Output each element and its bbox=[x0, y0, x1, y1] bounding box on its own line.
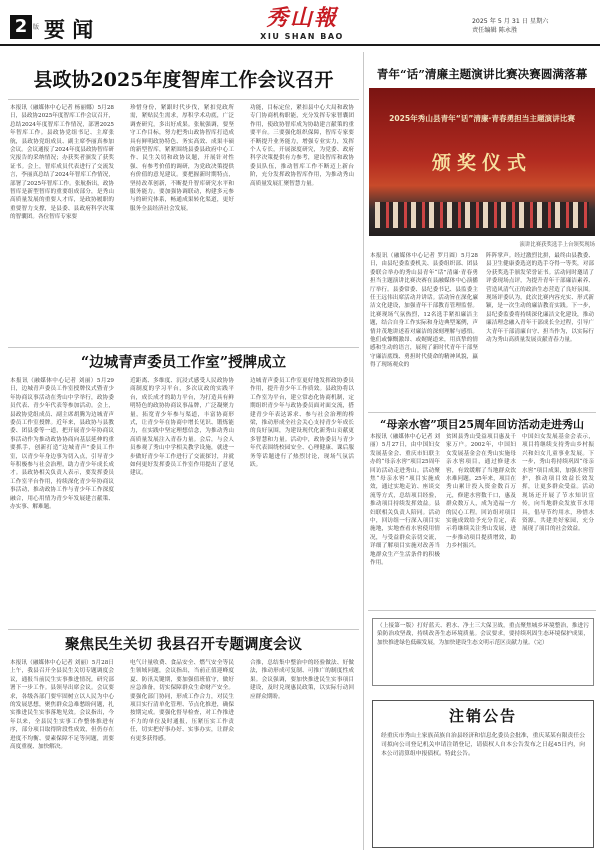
notice-body: 经重庆市秀山土家族苗族自治县经济和信息化委员会批准，重庆某某有限责任公司拟向公司登记机关申请注销登记，请债权人自本公告发布之日起45日内，向本公司清算组申报债权。特此公告。 bbox=[381, 733, 585, 757]
edition-suffix: 版 bbox=[33, 24, 40, 31]
art4-col2: 贫困县秀山受益项目惠及千家万户。2002年，中国妇女发展基金会在秀山实施母亲水窖项目，通过修建水窖，有效缓解了当地群众饮水难问题。25年来，项目在秀山累计投入资金数百万元，修建水窖数千口，惠及群众数万人，成为造福一方的民心工程。回访组对项目实施成效给予充分肯定，表示将继续关注秀山发展，进一步推动项目提质增效，助力乡村振兴。 bbox=[446, 434, 516, 550]
header-rule bbox=[0, 44, 600, 46]
divider bbox=[368, 610, 596, 611]
art2-photo bbox=[369, 88, 595, 236]
stage-people bbox=[375, 202, 589, 228]
art5-col2: 电气计量收费、食品安全、燃气安全等民生领域问题，会议指出，当前正值迎峰度夏、防汛关键期，要加强值班值守，做好应急准备，切实保障群众生命财产安全。要强化部门协同，形成工作合力，对民生项目实行清单化管理、节点化推进，确保按期完成。要强化督导检查，对工作推进不力的单位及时通报，压紧压实工作责任，切实把好事办好、实事办实，让群众有更多获得感。 bbox=[130, 660, 234, 742]
art1-col3: 功能，目标定位，紧扣县中心大局和政协专门协商机构职能，充分发挥专家智囊团作用，使政协智库成为协助建言献策的重要平台。三要强化组织保障，智库专家要不断提升业务能力，增强专业实力，发挥个人专长，开展深度研究，为党委、政府科学决策提供有力参考，建设智库和政协委员队伍，推动智库工作不断迈上新台阶，充分发挥政协智库作用，为推动秀山高质量发展汇聚智慧力量。 bbox=[250, 105, 354, 187]
art5-col3: 合推，总结集中整治中的经验做法、好做法，推动形成可复制、可推广的制度性成果。会议强调，要加快推进民生实事项目建设，及时兑现惠民政策，以实际行动回应群众期盼。 bbox=[250, 660, 354, 700]
art2-caption: 演讲比赛获奖选手上台领奖现场 bbox=[519, 242, 595, 248]
masthead-pinyin: XIU SHAN BAO bbox=[260, 32, 344, 41]
art2-title: 青年“话”清廉主题演讲比赛决赛圆满落幕 bbox=[376, 67, 588, 81]
continued-text: （上接第一版）打好蓝天、碧水、净土三大保卫战，重点聚焦城乡环境整治，推进污染防治攻坚战，持续改善生态环境质量。会议要求，要持续巩固生态环境保护成果，加快推进绿色低碳发展，为加快建设生态文明示范区贡献力量。（完） bbox=[377, 623, 589, 646]
photo-banner-text: 2025年秀山县青年“话”清廉·青春勇担当主题演讲比赛 bbox=[389, 114, 575, 123]
page-header bbox=[0, 0, 600, 46]
art4-title: “母亲水窖”项目25周年回访活动走进秀山 bbox=[380, 418, 584, 431]
art3-title: “边城青声委员工作室”授牌成立 bbox=[80, 354, 287, 371]
divider bbox=[8, 629, 359, 630]
header-meta bbox=[472, 17, 590, 35]
art1-col2: 珍惜身份，紧跟时代步伐，紧扣党政所需，紧贴民生需求，厚积学术功底，广泛调查研究，多出好成果。张航强调，要坚守工作目标，努力把秀山政协智库打造成具有鲜明政协特色、务实高效、成果丰硕的新型智库，紧紧围绕县委县政府中心工作、民生关切和政协议题，开展针对性强、有参考价值的调研，为党政决策提供有价值的意见建议。要把握新时期特点，坚持改革创新，不断提升智库研究水平和服务能力。要加强协调联动，构建多元参与的研究体系，畅通成果转化渠道，更好服务全县经济社会发展。 bbox=[130, 105, 234, 212]
masthead-logo bbox=[236, 4, 368, 41]
photo-main-text: 颁奖仪式 bbox=[431, 152, 532, 174]
art3-col2: 近距离、多维度、沉浸式感受人民政协协商制度的学习平台，多次议政的实践平台，成长成才的助力平台，为打造具有鲜明特色的政协协商议事品牌，广泛凝聚力量，拓宽青少年参与渠道，丰富协商形式，让青少年在协商中增长见识、锻炼能力，在实践中坚定理想信念，为推动秀山高质量发展注入青春力量。会后，与会人员参观了秀山中学相关教学设施，就进一步做好青少年工作进行了交流探讨，并就如何更好发挥委员工作室作用提出了意见建议。 bbox=[130, 378, 234, 477]
art1-col1: 本报讯（融媒体中心记者 杨丽娜）5月28日，县政协2025年度智库工作会议召开，总结2024年度智库工作情况，部署2025年智库工作。县政协党组书记、主席张航，县政协党组成员、副主席李丽真参加会议。会议通报了2024年度县政协智库研究报告的采纳情况；办获奖者颁发了获奖证书。会上，智库成员代表进行了交流发言，李丽真总结了2024年智库工作情况，部署了2025年智库工作。张航指出，政协智库是新型智库的重要组成部分，是秀山高质量发展的重要人才库，是政协履职的重要智力支撑，是县委、县政府科学决策的智囊团。各位智库专家要 bbox=[10, 105, 114, 221]
art4-col1: 本报讯（融媒体中心记者 刘丽）5月27日，由中国妇女发展基金会、重庆市妇联主办的“母亲水窖”项目25周年回访活动走进秀山。活动聚焦“母亲水窖”项目实施成效，通过实地走访、座谈交流等方式，总结项目经验，推动项目持续发挥效益。县妇联相关负责人陪同。活动中，回访组一行深入项目实施地，实地查看水窖使用情况，与受益群众亲切交流，详细了解项目实施对改善当地群众生产生活条件的积极作用。 bbox=[370, 434, 440, 567]
masthead-title: 秀山報 bbox=[265, 5, 338, 31]
art3-col3: 边城青声委员工作室更好地发挥政协委员作用，提升青少年工作质效。县政协将以工作室为平台，建立常态化协商机制，定期组织青少年与政协委员面对面交流，搭建青少年表达诉求、参与社会治理的桥梁，推动形成全社会关心支持青少年成长的良好氛围，为建设现代化新秀山贡献更多智慧和力量。活动中，政协委员与青少年代表围绕校园安全、心理健康、课后服务等话题进行了热烈讨论，现场气氛活跃。 bbox=[250, 378, 354, 469]
divider bbox=[8, 99, 359, 100]
notice-box bbox=[372, 700, 594, 848]
art2-col1: 本报讯（融媒体中心记者 罗月圆）5月28日，由县纪委监委机关、县委组织部、团县委联合举办的秀山县青年“话”清廉·青春勇担当主题演讲比赛决赛在县融媒体中心演播厅举行。县委常委、县纪委书记、县监委主任王远伟出席活动并讲话。活动旨在深化廉洁文化建设，加强青年干部教育管理监督。比赛现场气氛热烈，12名选手紧扣廉洁主题，结合自身工作实际和身边典型案例，声情并茂地讲述着对廉洁的深刻理解与感悟。他们或慷慨激昂、或娓娓道来，用真挚的情感和生动的语言，展现了新时代青年干部坚守廉洁底线、勇担时代使命的精神风貌，赢得了现场观众的 bbox=[370, 253, 478, 369]
section-title: 要 闻 bbox=[44, 18, 94, 42]
art1-title: 县政协2025年度智库工作会议召开 bbox=[33, 69, 334, 91]
editor-credit: 责任编辑 陈永胜 bbox=[472, 27, 518, 34]
continued-box bbox=[372, 618, 594, 686]
divider bbox=[368, 412, 596, 413]
notice-title: 注销公告 bbox=[448, 707, 517, 725]
art3-col1: 本报讯（融媒体中心记者 刘丽）5月29日，边城青声委员工作室授牌仪式暨青少年协商议事活动在秀山中学举行，政协委员代表、青少年代表等参加活动。会上，县政协党组成员、副主席胡腾为边城青声委员工作室授牌。近年来，县政协与县教委、团县委等一道，把开展青少年协商议事活动作为推动政协协商向基层延伸的重要抓手，创新打造“边城青声”委员工作室，以青少年身边事为切入点，引导青少年积极参与社会治理，助力青少年成长成才。县政协相关负责人表示，要发挥委员工作室平台作用，持续深化青少年协商议事活动，推动政协工作与青少年工作深度融合，用心用情为青少年发展建言献策、办实事、解难题。 bbox=[10, 378, 114, 511]
issue-date: 2025 年 5 月 31 日 星期六 bbox=[472, 18, 549, 25]
page-number: 2 bbox=[14, 16, 28, 37]
art5-title: 聚焦民生关切 我县召开专题调度会议 bbox=[64, 636, 303, 653]
column-divider bbox=[363, 52, 364, 850]
art2-col2: 阵阵掌声。经过激烈比拼，最终由县教委、县卫生健康委选送的选手夺得一等奖，对部分获奖选手颁发荣誉证书。活动同时邀请了评委现场点评，为提升青年干部廉洁素养、营造风清气正的政治生态营造了良好氛围。现场评委认为，此次比赛内容充实、形式新颖，是一次生动的廉洁教育实践。下一步，县纪委监委将持续深化廉洁文化建设，推动廉洁理念融入青年干部成长全过程，引导广大青年干部清廉自守、担当作为，以实际行动为秀山高质量发展贡献青春力量。 bbox=[486, 253, 594, 344]
page-number-box bbox=[10, 15, 32, 39]
art4-col3: 中国妇女发展基金会表示，项目将继续支持秀山乡村振兴和妇女儿童事业发展。下一步，秀山将持续巩固“母亲水窖”项目成果，加强水窖管护，推动项目效益长效发挥，让更多群众受益。活动现场还开展了节水知识宣传，向当地群众发放节水用具，倡导节约用水，珍惜水资源，共建美好家园，充分展现了项目的社会效益。 bbox=[522, 434, 594, 533]
art5-col1: 本报讯（融媒体中心记者 刘丽）5月28日上午，我县召开全县民生关切专题调度会议，通报当前民生实事推进情况，研究部署下一步工作。县领导出席会议。会议要求，各级各部门要牢固树立以人民为中心的发展思想，聚焦群众急难愁盼问题，扎实推进民生实事落地见效。会议指出，今年以来，全县民生实事工作整体推进有序，部分项目取得阶段性成效，但仍存在进度不均衡、要素保障不足等问题，需要高度重视、加快解决。 bbox=[10, 660, 114, 751]
divider bbox=[8, 347, 359, 348]
